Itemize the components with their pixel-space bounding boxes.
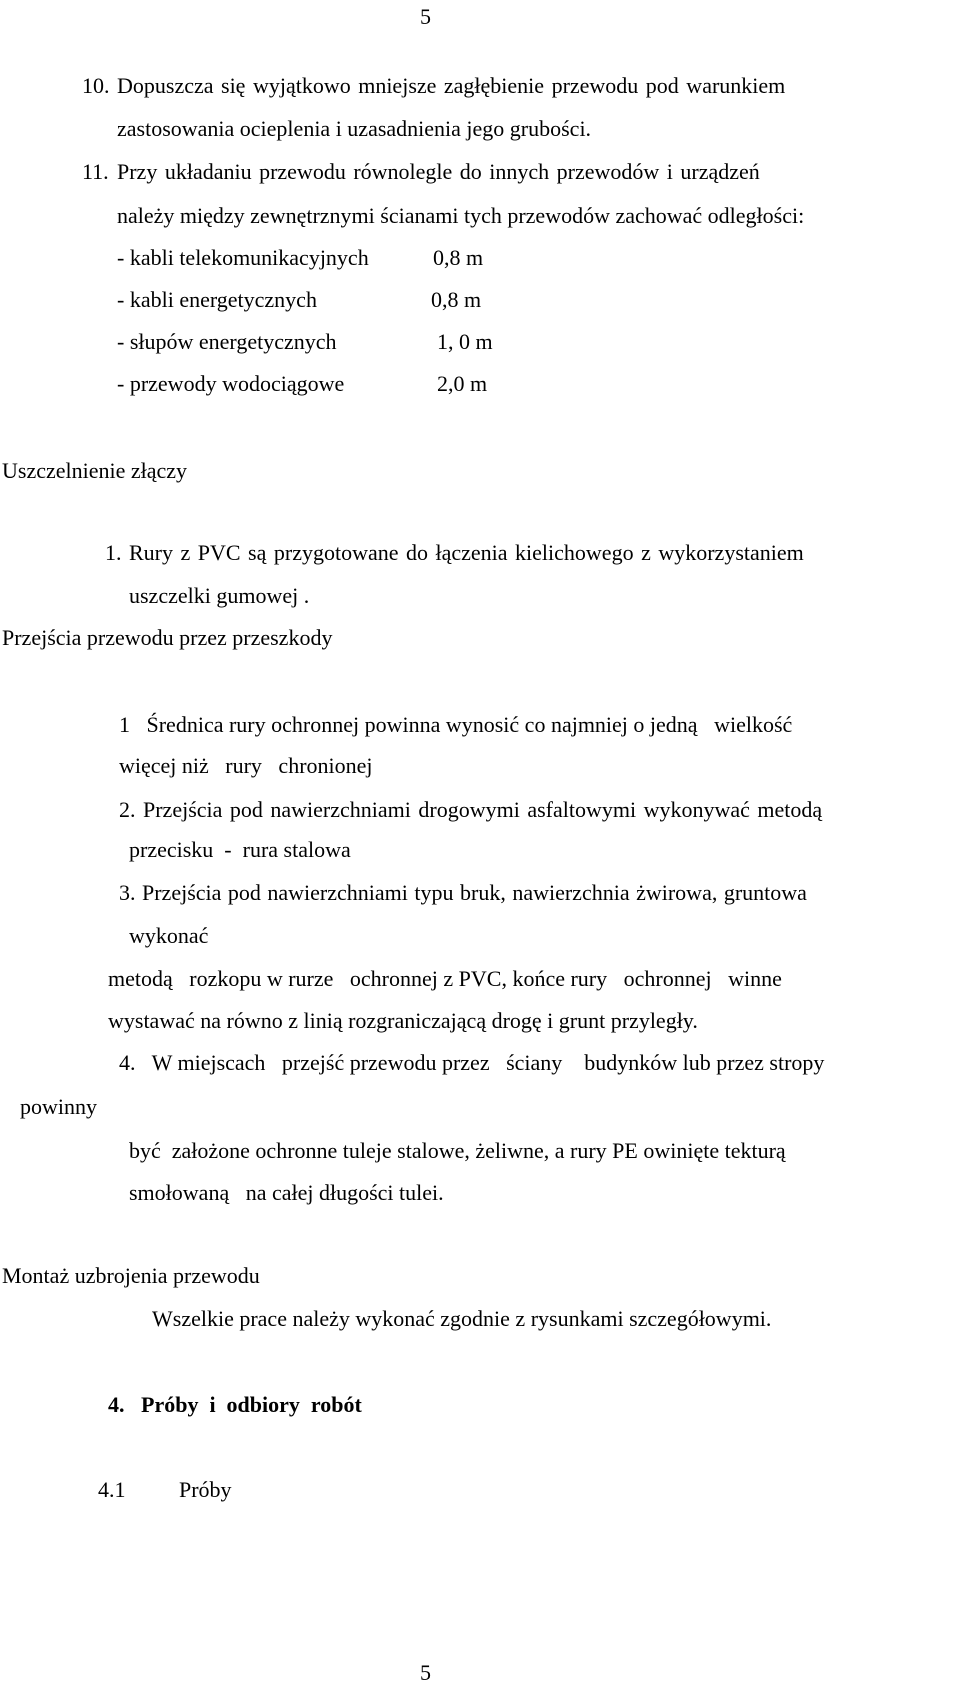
section-heading-seal: Uszczelnienie złączy — [2, 458, 188, 483]
distance-label: - kabli energetycznych — [117, 287, 317, 312]
item-10-line-1: Dopuszcza się wyjątkowo mniejsze zagłębienie przewodu pod warunkiem — [117, 73, 786, 98]
section-heading-assembly: Montaż uzbrojenia przewodu — [2, 1263, 260, 1288]
distance-label: - kabli telekomunikacyjnych — [117, 245, 369, 270]
seal-item-1-line-1: 1. Rury z PVC są przygotowane do łączenia kielichowego z wykorzystaniem — [105, 540, 804, 565]
item-10-line-2: zastosowania ocieplenia i uzasadnienia jego grubości. — [117, 116, 592, 141]
subsection-4-1-title: Próby — [179, 1477, 232, 1502]
page-number-bottom: 5 — [420, 1660, 431, 1685]
distance-value: 0,8 m — [433, 245, 484, 270]
crossings-item-3-line-1: 3. Przejścia pod nawierzchniami typu bruk, nawierzchnia żwirowa, gruntowa — [119, 880, 807, 905]
distance-value: 1, 0 m — [437, 329, 493, 354]
distance-label: - słupów energetycznych — [117, 329, 337, 354]
crossings-item-4-line-1: 4. W miejscach przejść przewodu przez ściany budynków lub przez stropy — [119, 1050, 825, 1075]
crossings-item-2-line-2: przecisku - rura stalowa — [129, 837, 351, 862]
page-number-top: 5 — [420, 4, 431, 29]
distance-value: 0,8 m — [431, 287, 482, 312]
distance-value: 2,0 m — [437, 371, 488, 396]
crossings-item-4-line-2: powinny — [20, 1094, 97, 1119]
item-11-line-1: Przy układaniu przewodu równolegle do innych przewodów i urządzeń — [117, 159, 760, 184]
subsection-4-1-number: 4.1 — [98, 1477, 126, 1502]
assembly-text: Wszelkie prace należy wykonać zgodnie z rysunkami szczegółowymi. — [152, 1306, 772, 1331]
crossings-item-3-line-2: wykonać — [129, 923, 209, 948]
crossings-item-1-line-2: więcej niż rury chronionej — [119, 753, 373, 778]
crossings-item-3-line-4: wystawać na równo z linią rozgraniczającą drogę i grunt przyległy. — [108, 1008, 698, 1033]
crossings-item-2-line-1: 2. Przejścia pod nawierzchniami drogowymi asfaltowymi wykonywać metodą — [119, 797, 823, 822]
item-10-number: 10. — [82, 73, 110, 98]
crossings-item-3-line-3: metodą rozkopu w rurze ochronnej z PVC, końce rury ochronnej winne — [108, 966, 782, 991]
section-4-heading: 4. Próby i odbiory robót — [108, 1392, 362, 1417]
item-11-number: 11. — [82, 159, 109, 184]
distance-label: - przewody wodociągowe — [117, 371, 345, 396]
item-11-line-2: należy między zewnętrznymi ścianami tych przewodów zachować odległości: — [117, 203, 805, 228]
seal-item-1-line-2: uszczelki gumowej . — [129, 583, 310, 608]
crossings-item-1-line-1: 1 Średnica rury ochronnej powinna wynosić co najmniej o jedną wielkość — [119, 712, 793, 737]
crossings-item-4-line-3: być założone ochronne tuleje stalowe, żeliwne, a rury PE owinięte tekturą — [129, 1138, 786, 1163]
section-heading-crossings: Przejścia przewodu przez przeszkody — [2, 625, 333, 650]
crossings-item-4-line-4: smołowaną na całej długości tulei. — [129, 1180, 444, 1205]
